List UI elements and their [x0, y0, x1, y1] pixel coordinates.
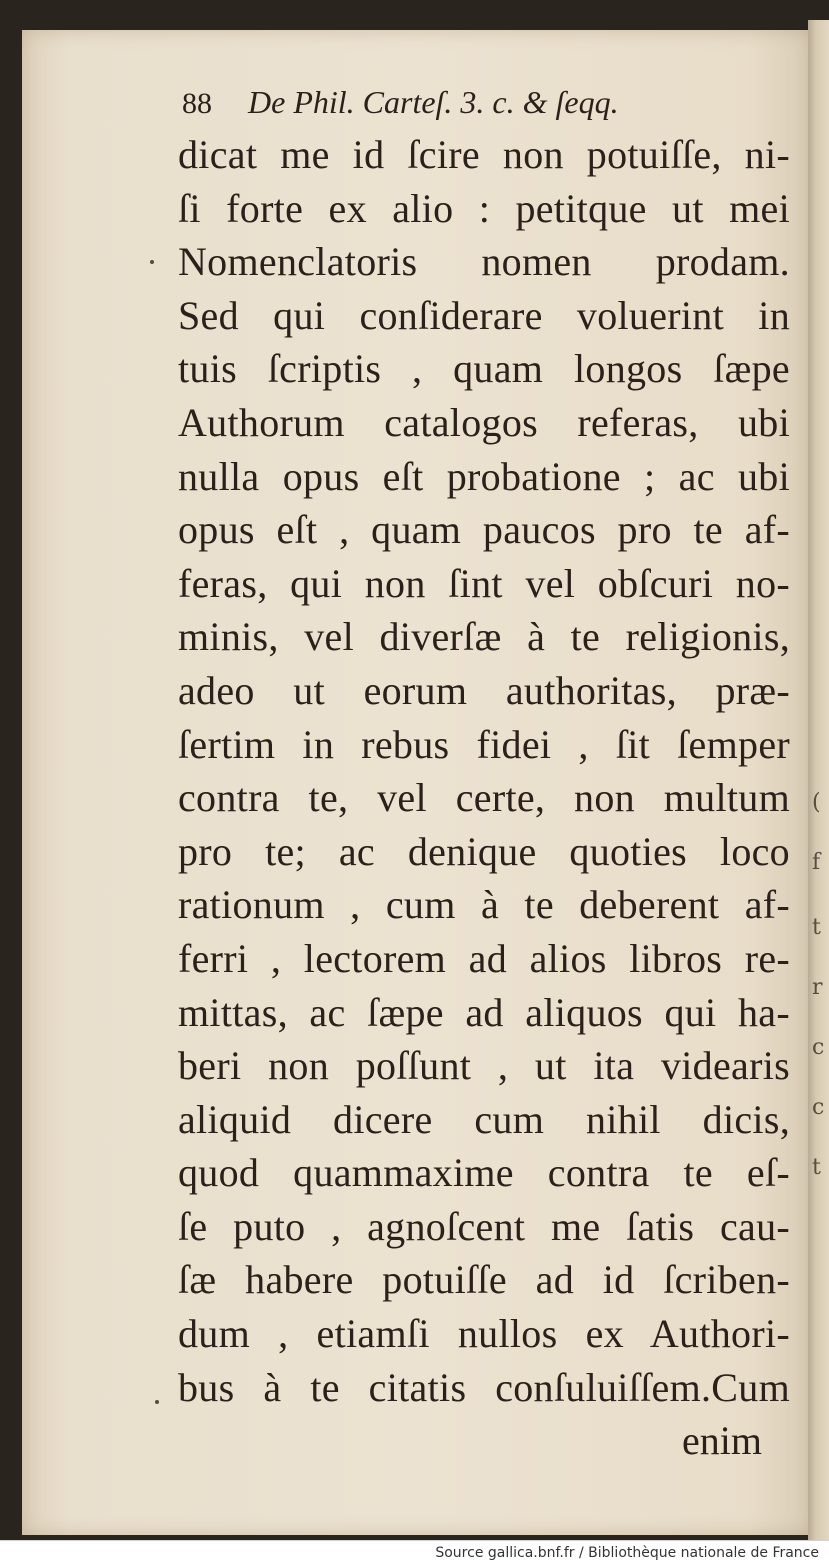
text-line: Nomenclatoris nomen prodam.	[178, 239, 790, 285]
text-line: quod quammaxime contra te eſ-	[178, 1150, 790, 1196]
page-number: 88	[182, 87, 212, 120]
catchword: enim	[682, 1418, 762, 1464]
text-line: adeo ut eorum authoritas, præ-	[178, 667, 790, 713]
text-line: contra te, vel certe, non multum	[178, 775, 790, 821]
text-line: feras, qui non ſint vel obſcuri no-	[178, 560, 790, 606]
text-line: minis, vel diverſæ à te religionis,	[178, 614, 790, 660]
text-line: pro te; ac denique quoties loco	[178, 828, 790, 874]
text-line: Authorum catalogos referas, ubi	[178, 399, 790, 445]
running-head	[178, 84, 790, 128]
text-line: mittas, ac ſæpe ad aliquos qui ha-	[178, 989, 790, 1035]
running-title: De Phil. Carteſ. 3. c. & ſeqq.	[248, 84, 619, 120]
source-footer	[0, 1540, 829, 1567]
text-line: nulla opus eſt probatione ; ac ubi	[178, 453, 790, 499]
text-block	[178, 84, 790, 1468]
ink-speck	[155, 1400, 159, 1404]
text-line: beri non poſſunt , ut ita videaris	[178, 1043, 790, 1089]
text-line: rationum , cum à te deberent af-	[178, 882, 790, 928]
edge-mark: c	[812, 1095, 825, 1120]
edge-mark: t	[812, 915, 821, 940]
edge-mark: r	[812, 975, 823, 1000]
text-line: tuis ſcriptis , quam longos ſæpe	[178, 346, 790, 392]
text-line: dicat me id ſcire non potuiſſe, ni-	[178, 132, 790, 177]
text-line: ſertim in rebus fidei , ſit ſemper	[178, 721, 790, 767]
text-line: bus à te citatis conſuluiſſem.Cum	[178, 1364, 790, 1410]
edge-mark: c	[812, 1035, 825, 1060]
text-line: Sed qui conſiderare voluerint in	[178, 292, 790, 338]
text-line: dum , etiamſi nullos ex Authori-	[178, 1311, 790, 1357]
ink-speck	[150, 260, 154, 264]
text-line: opus eſt , quam paucos pro te af-	[178, 507, 790, 553]
edge-mark: f	[812, 850, 821, 875]
text-line: ferri , lectorem ad alios libros re-	[178, 935, 790, 981]
text-line: ſæ habere potuiſſe ad id ſcriben-	[178, 1257, 790, 1303]
text-line: aliquid dicere cum nihil dicis,	[178, 1096, 790, 1142]
edge-mark: (	[812, 790, 821, 815]
next-page-edge	[808, 20, 829, 1540]
edge-mark: t	[812, 1155, 821, 1180]
source-credit: Source gallica.bnf.fr / Bibliothèque nationale de France	[435, 1545, 819, 1561]
text-line: ſi forte ex alio : petitque ut mei	[178, 185, 790, 231]
text-line: ſe puto , agnoſcent me ſatis cau-	[178, 1203, 790, 1249]
